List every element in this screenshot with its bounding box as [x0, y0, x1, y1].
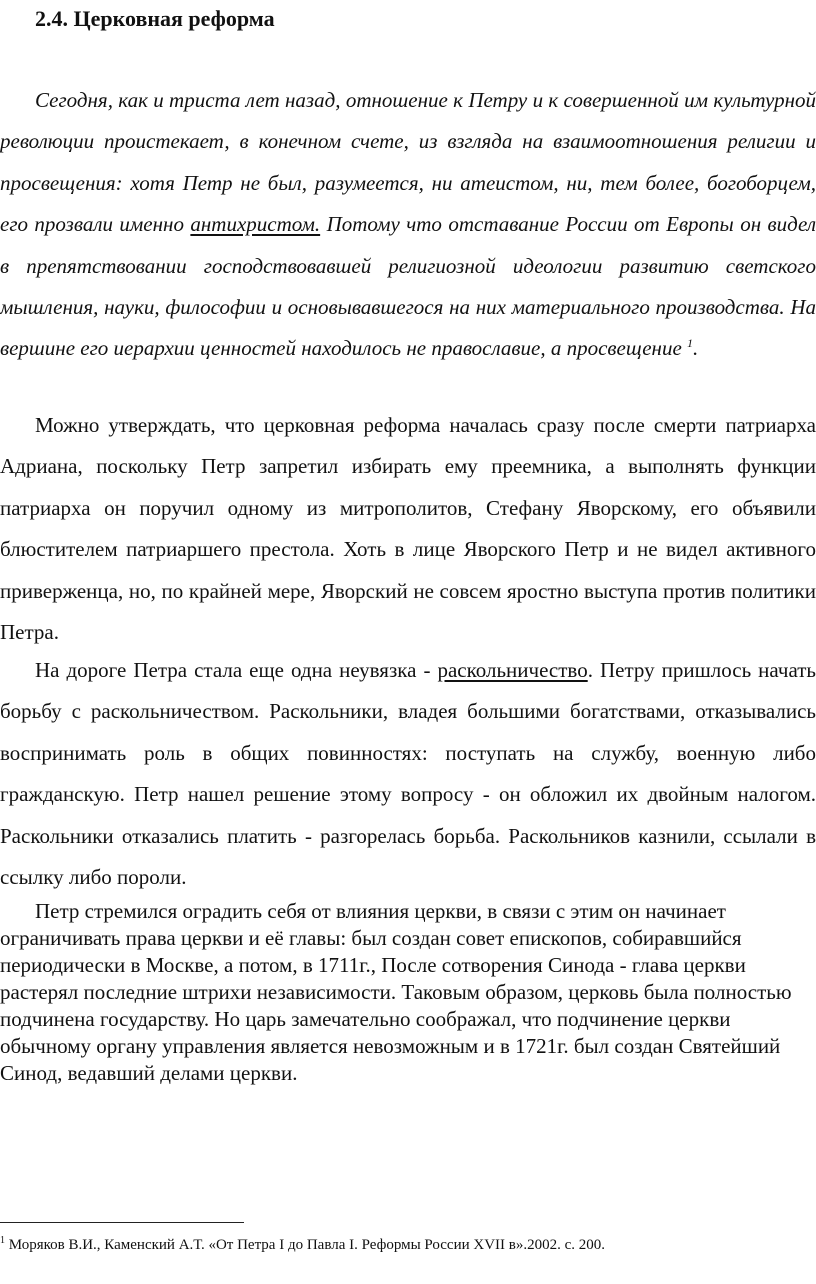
schism-text-start: На дороге Петра стала еще одна неувязка - — [35, 658, 438, 682]
section-heading: 2.4. Церковная реформа — [35, 6, 275, 31]
footnote-text: Моряков В.И., Каменский А.Т. «От Петра I до Павла I. Реформы России XVII в».2002. с. 200. — [5, 1237, 606, 1253]
intro-text-end: . — [693, 336, 699, 361]
footnote — [0, 1235, 816, 1255]
paragraph-synod: Петр стремился оградить себя от влияния церкви, в связи с этим он начинает ограничивать права церкви и её главы: был создан совет епископов, собиравшийся периодически в Москве, а потом, в 1711г., После сотворения Синода - глава церкви растерял последние штрихи независимости. Таковым образом, церковь была полностью подчинена государству. Но царь замечательно соображал, что подчинение церкви обычному органу управления является невозможным и в 1721г. был создан Святейший Синод, ведавший делами церкви. — [0, 899, 792, 1085]
footnote-divider — [0, 1222, 244, 1223]
antichrist-link[interactable]: антихристом. — [190, 212, 321, 237]
footnote-number: 1 — [0, 1235, 5, 1246]
schism-link[interactable]: раскольничество — [437, 658, 588, 682]
footnote-reference[interactable]: 1 — [687, 336, 694, 351]
schism-text-end: . Петру пришлось начать борьбу с раскольничеством. Раскольники, владея большими богатствами, отказывались воспринимать роль в общих повинностях: поступать на службу, военную либо гражданскую. Петр нашел решение этому вопросу - он обложил их двойным налогом. Раскольники отказались платить - разгорелась борьба. Раскольников казнили, ссылали в ссылку либо пороли. — [0, 658, 816, 890]
intro-text-start: Сегодня, как и триста лет назад, отношение к Петру и к совершенной им культурной революции проистекает, в конечном счете, из взгляда на взаимоотношения религии и просвещения: хотя Петр не был, разумеется, ни атеистом, ни, тем более, богоборцем, его прозвали именно — [0, 88, 816, 237]
paragraph-intro — [0, 80, 816, 370]
paragraph-schism — [0, 650, 816, 898]
paragraph-reform-start: Можно утверждать, что церковная реформа началась сразу после смерти патриарха Адриана, поскольку Петр запретил избирать ему преемника, а выполнять функции патриарха он поручил одному из митрополитов, Стефану Яворскому, его объявили блюстителем патриаршего престола. Хоть в лице Яворского Петр и не видел активного приверженца, но, по крайней мере, Яворский не совсем яростно выступа против политики Петра. — [0, 413, 816, 645]
intro-text-middle: Потому что отставание России от Европы он видел в препятствовании господствовавшей религиозной идеологии развитию светского мышления, науки, философии и основывавшегося на них материального производства. На вершине его иерархии ценностей находилось не православие, а просвещение — [0, 212, 816, 361]
